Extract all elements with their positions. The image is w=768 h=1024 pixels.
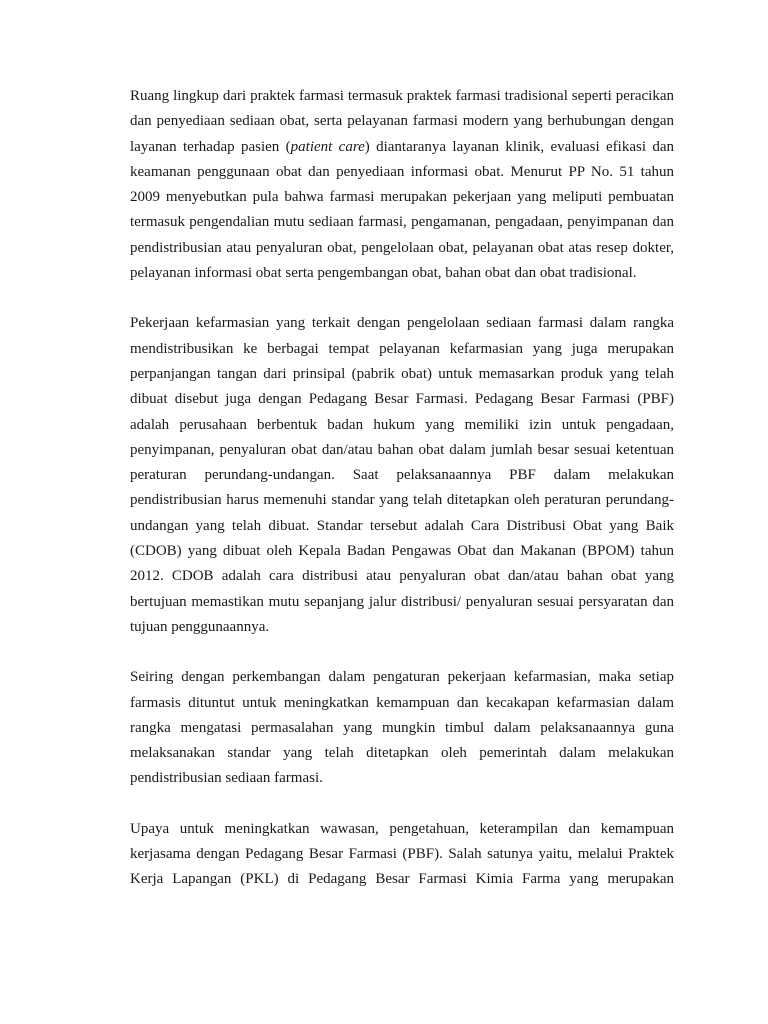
document-page (130, 84, 674, 918)
italic-term-patient-care: patient care (290, 138, 365, 155)
paragraph-pharmacist-competence: Seiring dengan perkembangan dalam pengaturan pekerjaan kefarmasian, maka setiap farmasis dituntut untuk meningkatkan kemampuan dan kecakapan kefarmasian dalam rangka mengatasi permasalahan yang mungkin timbul dalam pelaksanaannya guna melaksanakan standar yang telah ditetapkan oleh pemerintah dalam melakukan pendistribusian sediaan farmasi. (130, 669, 674, 787)
paragraph-scope-of-pharmacy (130, 84, 674, 286)
paragraph-1-text-start: Ruang lingkup dari praktek farmasi termasuk praktek farmasi tradisional seperti peracikan dan penyediaan sediaan obat, serta pelayanan farmasi modern yang berhubungan dengan layanan terhadap pasien ( (130, 88, 674, 155)
paragraph-pbf-definition: Pekerjaan kefarmasian yang terkait dengan pengelolaan sediaan farmasi dalam rangka mendistribusikan ke berbagai tempat pelayanan kefarmasian yang juga merupakan perpanjangan tangan dari prinsipal (pabrik obat) untuk memasarkan produk yang telah dibuat disebut juga dengan Pedagang Besar Farmasi. Pedagang Besar Farmasi (PBF) adalah perusahaan berbentuk badan hukum yang memiliki izin untuk pengadaan, penyimpanan, penyaluran obat dan/atau bahan obat dalam jumlah besar sesuai ketentuan peraturan perundang-undangan. Saat pelaksanaannya PBF dalam melakukan pendistribusian harus memenuhi standar yang telah ditetapkan oleh peraturan perundang-undangan yang telah dibuat. Standar tersebut adalah Cara Distribusi Obat yang Baik (CDOB) yang dibuat oleh Kepala Badan Pengawas Obat dan Makanan (BPOM) tahun 2012. CDOB adalah cara distribusi atau penyaluran obat dan/atau bahan obat yang bertujuan memastikan mutu sepanjang jalur distribusi/ penyaluran sesuai persyaratan dan tujuan penggunaannya. (130, 315, 674, 635)
paragraph-pkl-effort: Upaya untuk meningkatkan wawasan, pengetahuan, keterampilan dan kemampuan kerjasama dengan Pedagang Besar Farmasi (PBF). Salah satunya yaitu, melalui Praktek Kerja Lapangan (PKL) di Pedagang Besar Farmasi Kimia Farma yang merupakan (130, 820, 674, 888)
paragraph-1-text-end: ) diantaranya layanan klinik, evaluasi efikasi dan keamanan penggunaan obat dan penyediaan informasi obat. Menurut PP No. 51 tahun 2009 menyebutkan pula bahwa farmasi merupakan pekerjaan yang meliputi pembuatan termasuk pengendalian mutu sediaan farmasi, pengamanan, pengadaan, penyimpanan dan pendistribusian atau penyaluran obat, pengelolaan obat, pelayanan obat atas resep dokter, pelayanan informasi obat serta pengembangan obat, bahan obat dan obat tradisional. (130, 138, 675, 282)
